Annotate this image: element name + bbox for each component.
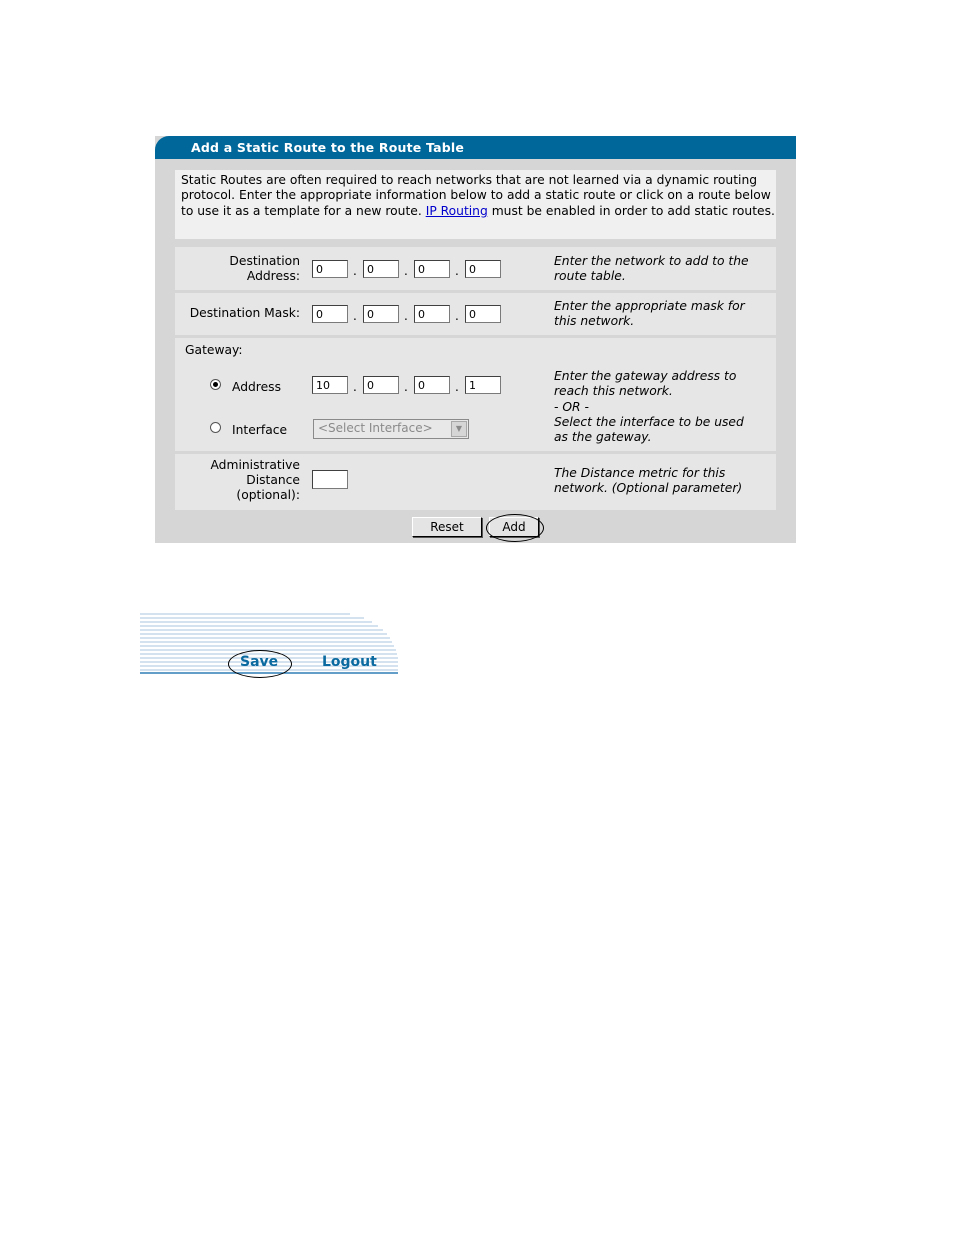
destination-mask-octet-3[interactable]	[414, 305, 450, 323]
interface-select-value: <Select Interface>	[318, 421, 433, 435]
octet-separator: .	[455, 380, 459, 394]
save-highlight-oval	[228, 650, 292, 678]
destination-address-octet-4[interactable]	[465, 260, 501, 278]
destination-address-octet-2[interactable]	[363, 260, 399, 278]
destination-mask-hint	[554, 299, 745, 330]
destination-mask-hint-line2: this network.	[554, 314, 635, 329]
destination-mask-label: Destination Mask:	[189, 306, 300, 320]
destination-address-label-line2: Address:	[246, 269, 300, 283]
admin-distance-label-line2: Distance	[246, 473, 300, 487]
destination-mask-hint-line1: Enter the appropriate mask for	[554, 299, 745, 313]
interface-select[interactable]	[313, 419, 469, 439]
ip-routing-link[interactable]: IP Routing	[425, 203, 488, 218]
gateway-row	[175, 338, 776, 451]
gateway-label: Gateway:	[185, 343, 243, 357]
admin-distance-row	[175, 454, 776, 510]
destination-address-hint	[554, 254, 749, 285]
destination-address-octet-1[interactable]	[312, 260, 348, 278]
destination-mask-octet-4[interactable]	[465, 305, 501, 323]
gateway-hint-line5: as the gateway.	[554, 430, 652, 445]
static-route-panel	[155, 136, 796, 543]
gateway-octet-3[interactable]	[414, 376, 450, 394]
octet-separator: .	[404, 380, 408, 394]
intro-box	[175, 170, 776, 239]
gateway-hint-line2: reach this network.	[554, 384, 673, 399]
destination-address-label	[229, 254, 300, 284]
admin-distance-label-line1: Administrative	[210, 458, 300, 472]
gateway-hint	[554, 369, 744, 445]
octet-separator: .	[455, 264, 459, 278]
destination-address-row	[175, 247, 776, 290]
gateway-hint-line3: - OR -	[554, 399, 589, 414]
destination-address-label-line1: Destination	[229, 254, 300, 268]
destination-address-hint-line1: Enter the network to add to the	[554, 254, 749, 268]
destination-mask-octet-1[interactable]	[312, 305, 348, 323]
reset-button[interactable]: Reset	[412, 517, 482, 537]
save-link[interactable]: Save	[240, 654, 279, 670]
intro-text	[181, 173, 779, 219]
admin-distance-hint-line1: The Distance metric for this	[554, 466, 726, 480]
admin-distance-label-line3: (optional):	[236, 488, 300, 502]
destination-mask-row	[175, 293, 776, 335]
octet-separator: .	[353, 264, 357, 278]
destination-mask-octet-2[interactable]	[363, 305, 399, 323]
admin-distance-input[interactable]	[312, 470, 348, 489]
intro-text-end: must be enabled in order to add static routes.	[487, 203, 775, 218]
destination-address-hint-line2: route table.	[554, 269, 626, 284]
gateway-octet-2[interactable]	[363, 376, 399, 394]
panel-title: Add a Static Route to the Route Table	[191, 140, 465, 155]
gateway-address-label: Address	[232, 380, 281, 394]
gateway-octet-4[interactable]	[465, 376, 501, 394]
octet-separator: .	[404, 309, 408, 323]
octet-separator: .	[455, 309, 459, 323]
panel-title-bar	[155, 136, 796, 159]
gateway-hint-line4: Select the interface to be used	[554, 414, 744, 429]
admin-distance-label	[210, 458, 300, 503]
logout-link[interactable]: Logout	[322, 654, 377, 670]
gateway-octet-1[interactable]	[312, 376, 348, 394]
add-button-highlight-oval	[486, 514, 544, 542]
chevron-down-icon[interactable]: ▼	[451, 421, 467, 437]
gateway-hint-line1: Enter the gateway address to	[554, 369, 737, 383]
octet-separator: .	[353, 380, 357, 394]
add-button[interactable]: Add	[489, 517, 539, 537]
gateway-address-radio[interactable]	[210, 379, 221, 390]
octet-separator: .	[353, 309, 357, 323]
gateway-interface-label: Interface	[232, 423, 288, 437]
intro-text-start: Static Routes are often required to reach networks that are not learned via a dynamic routing protocol. Enter the appropriate information below to add a static route or click on a route below to use it as a template for a new route.	[181, 173, 771, 218]
gateway-interface-radio[interactable]	[210, 422, 221, 433]
admin-distance-hint	[554, 466, 742, 497]
admin-distance-hint-line2: network. (Optional parameter)	[554, 481, 743, 496]
octet-separator: .	[404, 264, 408, 278]
destination-address-octet-3[interactable]	[414, 260, 450, 278]
